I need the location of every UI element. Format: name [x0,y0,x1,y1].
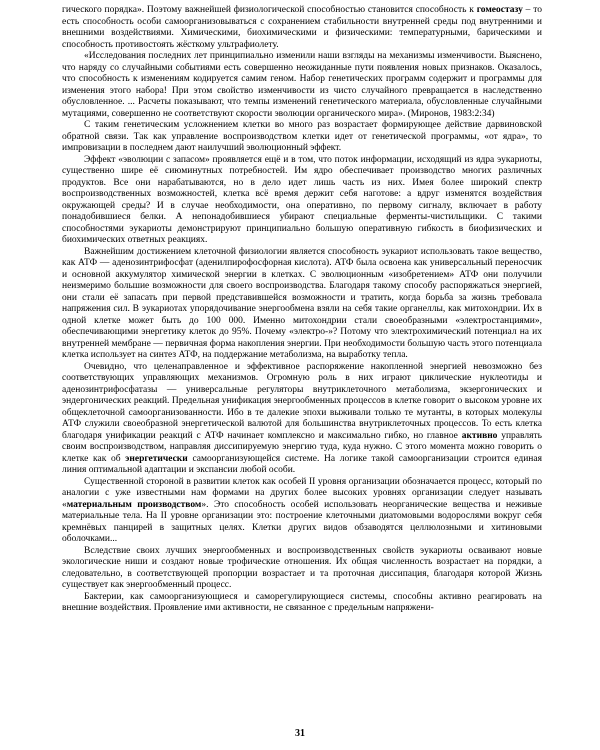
bold-term: энергетически [125,453,188,464]
text-body [62,5,542,615]
text-segment: С таким генетическим усложнением клетки во много раз возрастает формирующее действие дарвиновской обратной связи. Так как управление воспроизводством клетки идет от генетической программы, «от ядра», то импровизации в последнем дают наилучший эволюционный эффект. [62,120,542,153]
bold-term: активно [461,430,498,441]
paragraph [62,477,542,546]
paragraph [62,5,542,51]
text-segment: самоорганизующейся системе. На логике такой самоорганизации строится единая линия оптимальной адаптации и экспансии любой особи. [62,453,542,475]
paragraph [62,120,542,155]
text-segment: – то есть способность особи самоорганизовываться с сохранением стабильности внутренней среды под внутренними и внешними воздействиями. Химическими, биохимическими и физическими: температурными, барическими и способность противостоять жёсткому ультрафиолету. [62,5,542,50]
bold-term: материальным производством [66,499,202,510]
text-segment: Эффект «эволюции с запасом» проявляется ещё и в том, что поток информации, исходящий из ядра эукариоты, существенно шире её сиюминутных потребностей. Им ядро обеспечивает производство многих различных продуктов. Все они нарабатываются, но в дело идет лишь часть из них. Имея более широкий спектр воспроизводственных возможностей, клетка всё время держит себя наготове: а вдруг изменятся воздействия окружающей среды? И в случае необходимости, она оперативно, по первому сигналу, включает в работу понадобившиеся белки. А непонадобившиеся убирают специальные ферменты-чистильщики. С такими способностями эукариоты демонстрируют принципиально большую оперативную гибкость в биофизических и биохимических ответных реакциях. [62,154,542,245]
text-segment: гического порядка». Поэтому важнейшей физиологической способностью становится способность к [62,5,477,15]
text-segment: Бактерии, как самоорганизующиеся и саморегулирующиеся системы, способны активно реагировать на внешние воздействия. Проявление ими активности, не связанное с предельным напряжени- [62,591,542,613]
paragraph [62,155,542,247]
page-number: 31 [295,728,305,739]
text-segment: Очевидно, что целенаправленное и эффективное распоряжение накопленной энергией невозможно без соответствующих управляющих механизмов. Огромную роль в них играют циклические нуклеотиды и аденозинтрифосфатазы — универсальные регуляторы внутриклеточного метаболизма, экзергонических и эндергонических реакций. Предельная унификация энергообменных процессов в клетке говорит о высоком уровне их общеклеточной самоорганизованности. Ибо в те далекие эпохи выживали только те мутанты, в которых молекулы АТФ служили своеобразной энергетической валютой для большинства внутриклеточных процессов. То есть клетка благодаря унификации реакций с АТФ начинает комплексно и максимально гибко, но главное [62,361,542,441]
paragraph [62,592,542,615]
text-segment: Важнейшим достижением клеточной физиологии является способность эукариот использовать такое вещество, как АТФ — аденозинтрифосфат (аденилпирофосфорная кислота). АТФ была освоена как универсальный переносчик и основной аккумулятор химической энергии в клетках. С эволюционным «изобретением» АТФ они получили неизмеримо большие возможности для своего воспроизводства. Благодаря такому способу распоряжаться энергией, они стали её запасать при первой представившейся возможности и тратить, когда борьба за жизнь требовала напряжения сил. В эукариотах упорядочивание энергообмена взяли на себя такие органеллы, как митохондрии. Их в одной клетке может быть до 100 000. Именно митохондрии стали своеобразными «электростанциями», обеспечивающими энергетику клеток до 95%. Почему «электро-»? Потому что электрохимический потенциал на их внутренней мембране — первичная форма накопления энергии. При необходимости большую часть этого потенциала клетка использует на синтез АТФ, на поддержание метаболизма, на выработку тепла. [62,246,542,360]
paragraph [62,51,542,120]
text-segment: Существенной стороной в развитии клеток как особей II уровня организации обозначается процесс, который по аналогии с уже известными нам формами на других более высоких уровнях организации следует называть « [62,476,542,510]
paragraph [62,546,542,592]
text-segment: ». Это способность особей использовать неорганические вещества и неживые материальные тела. На II уровне организации это: построение клеточными диатомовыми водорослями вокруг себя кремнёвых панцирей в защитных целях. Клетки других видов обзаводятся целлюлозными и хитиновыми оболочками... [62,499,542,544]
bold-term: гомеостазу [476,5,523,15]
text-segment: Вследствие своих лучших энергообменных и воспроизводственных свойств эукариоты осваивают новые экологические ниши и создают новые трофические отношения. Их общая численность возрастает на порядки, а следовательно, в соответствующей пропорции возрастает и та проточная диссипация, благодаря которой Жизнь существует как энергообменный процесс. [62,545,542,590]
paragraph [62,362,542,477]
text-segment: «Исследования последних лет принципиально изменили наши взгляды на механизмы изменчивости. Выяснено, что наряду со случайными событиями есть совершенно неожиданные пути появления новых признаков. Оказалось, что способность к изменениям кодируется самим геном. Набор генетических программ содержит и программы для изменения этого набора! При этом свойство изменчивости из чисто случайного превращается в наследственно обусловленное. ... Расчеты показывают, что темпы изменений генетического материала, обусловленные случайными мутациями, совершенно не соответствуют скорости эволюции органического мира». (Миронов, 1983:2:34) [62,51,542,119]
paragraph [62,247,542,362]
text-segment: управлять своим воспроизводством, направляя диссипируемую энергию туда, куда нужно. С этого момента можно говорить о клетке как об [62,430,542,464]
